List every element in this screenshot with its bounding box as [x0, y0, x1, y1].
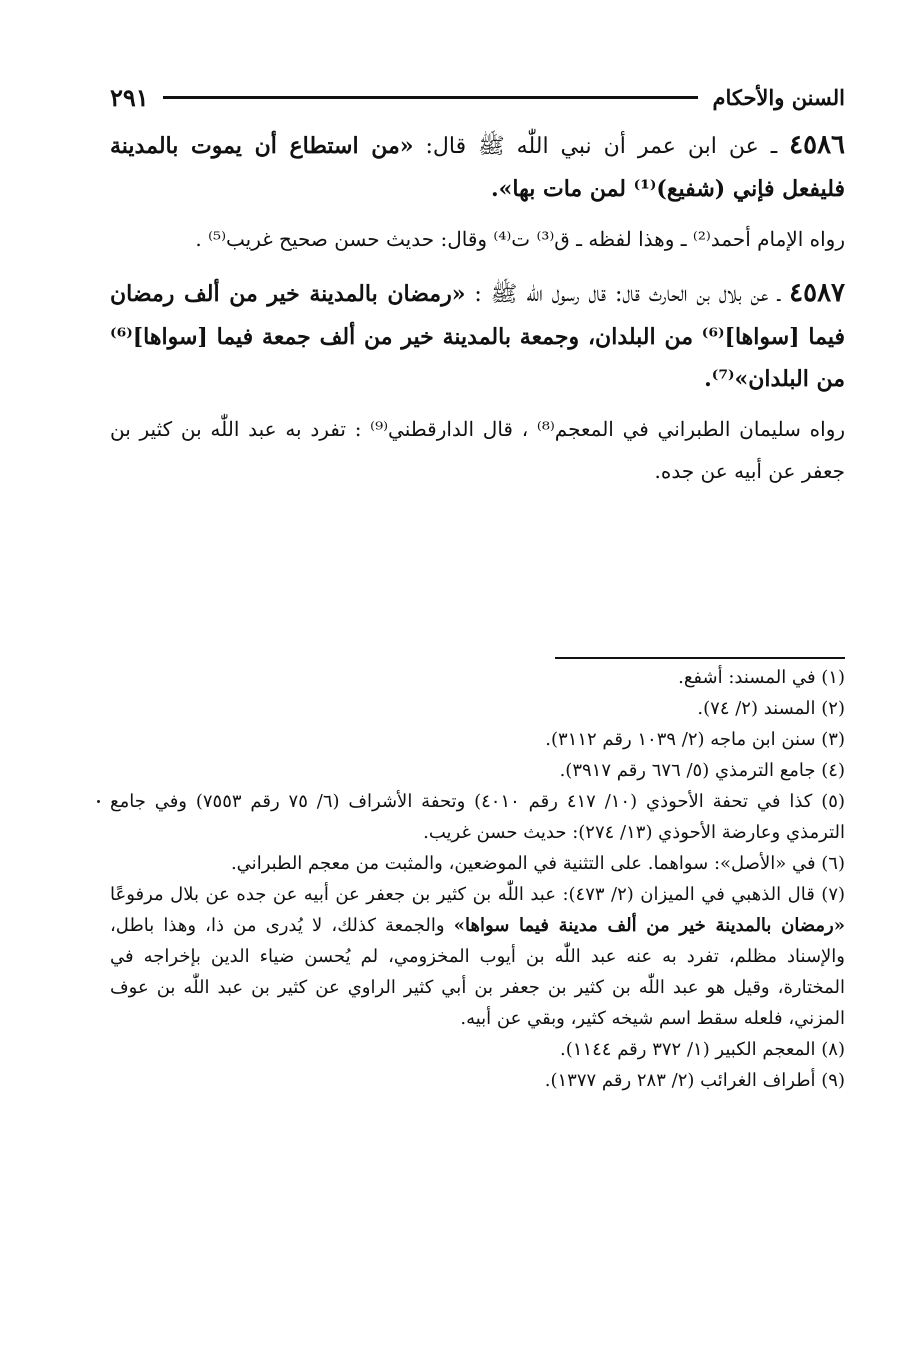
footnote: (٥) كذا في تحفة الأحوذي (١٠/ ٤١٧ رقم ٤٠١٠) وتحفة الأشراف (٦/ ٧٥ رقم ٧٥٥٣) وفي جامع الترمذي وعارضة الأحوذي (١٣/ ٢٧٤): حديث حسن غريب. — [110, 791, 845, 843]
hadith-text: «رمضان بالمدينة خير من ألف رمضان فيما [سواها]⁽⁶⁾ من البلدان، وجمعة بالمدينة خير من ألف جمعة فيما [سواها]⁽⁶⁾من البلدان»⁽⁷⁾. — [110, 281, 845, 392]
footnote-text: والجمعة كذلك، لا يُدرى من ذا، وهذا باطل، والإسناد مظلم، تفرد به عنه عبد اللّٰه بن أيوب المخزومي، لم يُحسن ضياء الدين بإخراجه في المختارة، وقيل هو عبد اللّٰه بن كثير بن جعفر بن أبي كثير الراوي عن كثير بن عبد اللّٰه بن عوف المزني، فلعله سقط اسم شيخه كثير، وبقي عن أبيه. — [110, 915, 845, 1029]
header-rule — [163, 96, 699, 99]
hadith-entry — [110, 124, 845, 210]
footnote: (٨) المعجم الكبير (١/ ٣٧٢ رقم ١١٤٤). — [560, 1039, 845, 1060]
page-number: ٢٩١ — [110, 82, 149, 112]
hadith-number: ٤٥٨٧ — [789, 278, 845, 308]
hadith-commentary: رواه الإمام أحمد⁽²⁾ ـ وهذا لفظه ـ ق⁽³⁾ ت⁽⁴⁾ وقال: حديث حسن صحيح غريب⁽⁵⁾ . — [195, 227, 845, 251]
hadith-intro: ـ عن ابن عمر أن نبي اللّٰه ﷺ قال: — [413, 134, 790, 159]
footnote-text: (٧) قال الذهبي في الميزان (٢/ ٤٧٣): عبد اللّٰه بن كثير بن جعفر عن أبيه عن جده عن بلال مرفوعًا — [110, 884, 846, 905]
hadith-entry — [110, 272, 845, 400]
footnote: (٢) المسند (٢/ ٧٤). — [697, 698, 845, 719]
footnote-quote: «رمضان بالمدينة خير من ألف مدينة فيما سواها» — [453, 915, 845, 936]
footnote — [110, 879, 845, 1034]
footnotes — [110, 662, 845, 1096]
footnote: (٣) سنن ابن ماجه (٢/ ١٠٣٩ رقم ٣١١٢). — [545, 729, 845, 750]
footnote: (٦) في «الأصل»: سواهما. على التثنية في الموضعين، والمثبت من معجم الطبراني. — [230, 853, 845, 874]
hadith-text: «من استطاع أن يموت بالمدينة فليفعل فإني (شفيع)⁽¹⁾ لمن مات بها». — [110, 133, 845, 202]
hadith-intro: ـ عن بلال بن الحارث قال: قال رسول اللّٰه ﷺ : — [465, 282, 790, 307]
hadith-commentary: رواه سليمان الطبراني في المعجم⁽⁸⁾ ، قال الدارقطني⁽⁹⁾ : تفرد به عبد اللّٰه بن كثير بن جعفر عن أبيه عن جده. — [110, 417, 846, 483]
footnote: (٤) جامع الترمذي (٥/ ٦٧٦ رقم ٣٩١٧). — [559, 760, 845, 781]
print-speck — [97, 800, 100, 803]
main-text — [110, 124, 845, 504]
footnote-separator — [555, 657, 845, 659]
footnote: (١) في المسند: أشفع. — [678, 667, 845, 688]
hadith-number: ٤٥٨٦ — [789, 130, 846, 160]
chapter-title: السنن والأحكام — [712, 84, 845, 110]
footnote: (٩) أطراف الغرائب (٢/ ٢٨٣ رقم ١٣٧٧). — [544, 1070, 845, 1091]
running-header — [110, 82, 845, 112]
